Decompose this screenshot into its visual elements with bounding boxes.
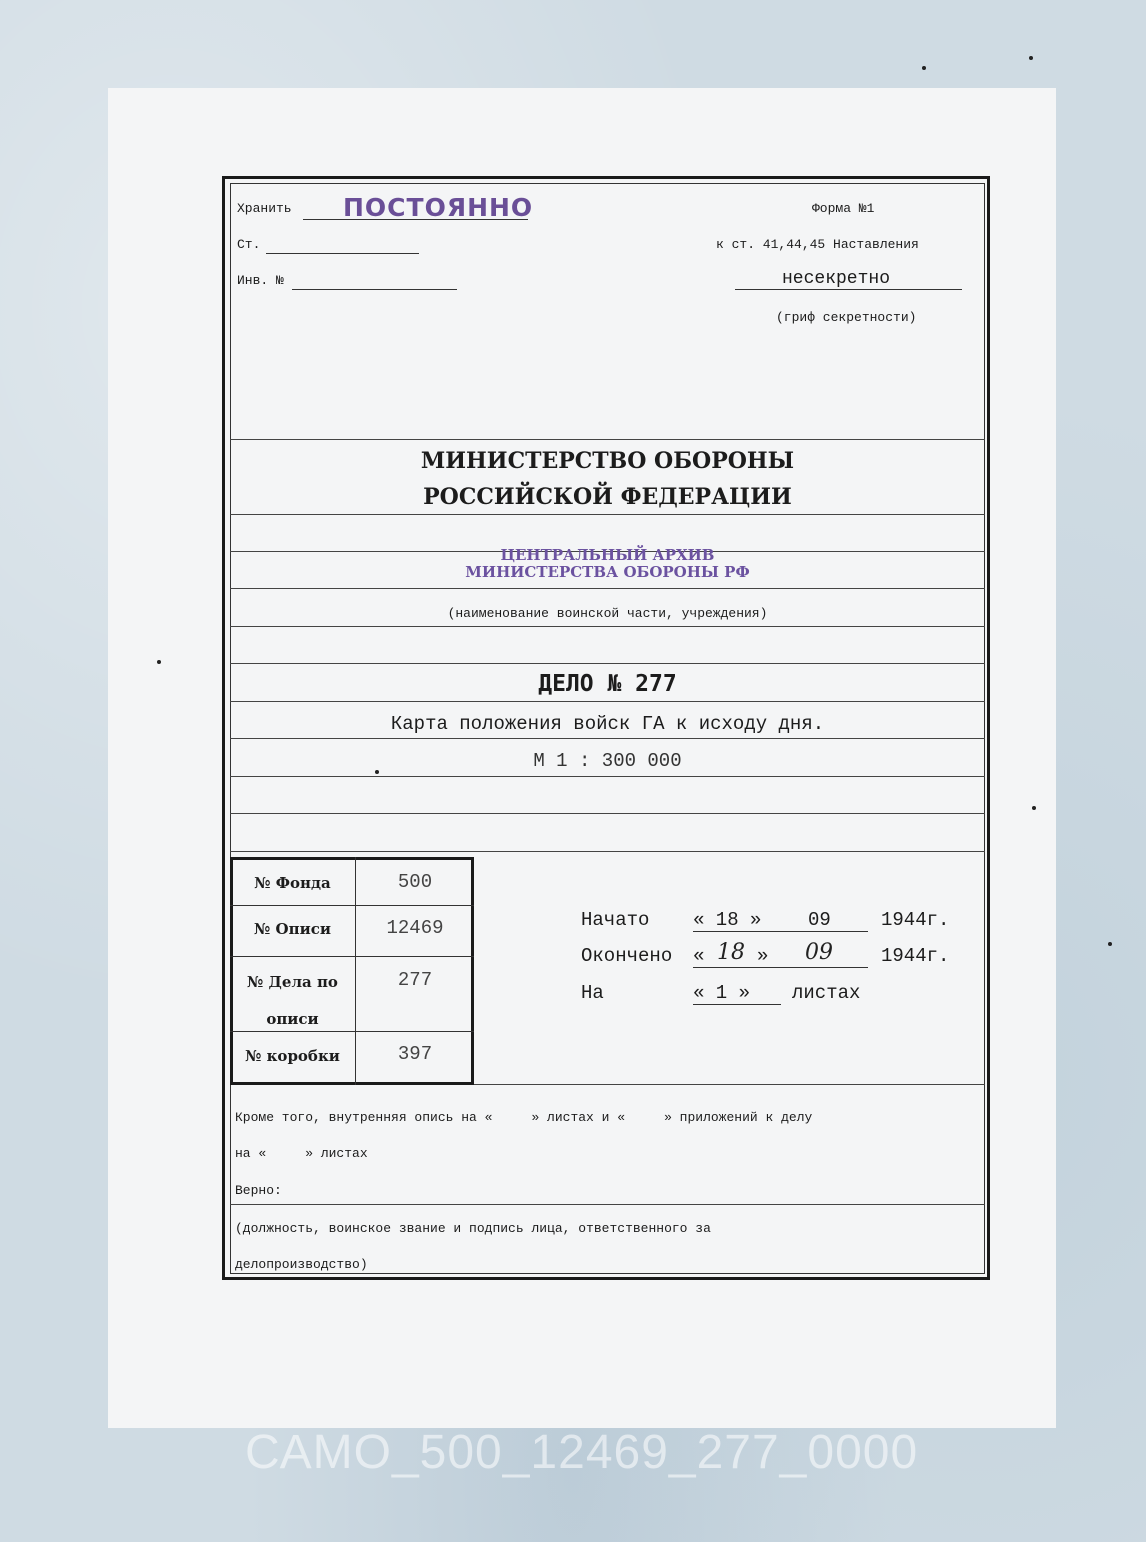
form-number: Форма №1 bbox=[812, 201, 875, 216]
rule-line bbox=[230, 588, 985, 589]
ended-underline bbox=[693, 967, 868, 968]
ended-day: 18 bbox=[717, 940, 745, 965]
box-label: № коробки bbox=[245, 1047, 340, 1065]
form-reference: к ст. 41,44,45 Наставления bbox=[716, 237, 919, 252]
dust-speck bbox=[1029, 56, 1033, 60]
ministry-line-2: РОССИЙСКОЙ ФЕДЕРАЦИИ bbox=[423, 484, 792, 510]
box-value: 397 bbox=[397, 1043, 433, 1065]
fond-label: № Фонда bbox=[254, 874, 331, 892]
fond-value: 500 bbox=[397, 871, 433, 893]
sheets-underline bbox=[693, 1004, 781, 1005]
delo-label-line-2: описи bbox=[266, 1010, 319, 1028]
archive-stamp-line-2: МИНИСТЕРСТВА ОБОРОНЫ РФ bbox=[465, 563, 750, 581]
rule-line bbox=[230, 1204, 985, 1205]
secrecy-value: несекретно bbox=[782, 269, 891, 289]
rule-line bbox=[230, 776, 985, 777]
keep-label: Хранить bbox=[237, 201, 292, 216]
case-description: Карта положения войск ГА к исходу дня. bbox=[390, 713, 825, 735]
article-underline bbox=[266, 253, 419, 254]
sheets-count: « 1 » bbox=[693, 982, 751, 1004]
rule-line bbox=[230, 701, 985, 702]
responsible-caption-2: делопроизводство) bbox=[235, 1257, 368, 1272]
archive-stamp bbox=[230, 547, 985, 581]
article-label: Ст. bbox=[237, 237, 261, 252]
rule-line bbox=[230, 626, 985, 627]
opis-value: 12469 bbox=[386, 917, 444, 939]
dust-speck bbox=[1032, 806, 1036, 810]
archive-stamp-line-1: ЦЕНТРАЛЬНЫЙ АРХИВ bbox=[500, 546, 715, 564]
inventory-label: Инв. № bbox=[237, 273, 284, 288]
started-day: « 18 » bbox=[693, 909, 762, 931]
inner-inventory-line: Кроме того, внутренняя опись на « » листах и « » приложений к делу bbox=[235, 1110, 813, 1125]
inventory-underline bbox=[292, 289, 457, 290]
ended-quote-open: « bbox=[693, 945, 705, 967]
sheets-suffix: листах bbox=[792, 982, 861, 1004]
rule-line bbox=[230, 738, 985, 739]
ended-label: Окончено bbox=[581, 945, 673, 967]
case-title: ДЕЛО № 277 bbox=[538, 671, 677, 697]
case-scale: М 1 : 300 000 bbox=[533, 750, 682, 772]
scan-watermark: САМО_500_12469_277_0000 bbox=[245, 1426, 919, 1479]
dust-speck bbox=[1108, 942, 1112, 946]
index-table-rule bbox=[230, 905, 474, 906]
rule-line bbox=[230, 813, 985, 814]
rule-line bbox=[230, 439, 985, 440]
secrecy-underline bbox=[735, 289, 962, 290]
index-table-rule bbox=[230, 1031, 474, 1032]
permanent-stamp: ПОСТОЯННО bbox=[343, 193, 534, 222]
ministry-line-1: МИНИСТЕРСТВО ОБОРОНЫ bbox=[420, 448, 795, 474]
started-year: 1944г. bbox=[881, 909, 950, 931]
started-underline bbox=[693, 931, 868, 932]
ended-month: 09 bbox=[805, 940, 833, 965]
delo-value: 277 bbox=[397, 969, 433, 991]
ended-year: 1944г. bbox=[881, 945, 950, 967]
delo-label-line-1: № Дела по bbox=[247, 973, 338, 991]
rule-line bbox=[230, 514, 985, 515]
verified-label: Верно: bbox=[235, 1183, 282, 1198]
sheets-label: На bbox=[581, 982, 604, 1004]
ended-quote-close: » bbox=[757, 945, 769, 967]
opis-label: № Описи bbox=[254, 920, 331, 938]
rule-line bbox=[230, 663, 985, 664]
rule-line bbox=[230, 851, 985, 852]
dust-speck bbox=[157, 660, 161, 664]
started-month: 09 bbox=[808, 909, 831, 931]
dust-speck bbox=[922, 66, 926, 70]
unit-caption: (наименование воинской части, учреждения) bbox=[447, 606, 768, 621]
index-table-rule bbox=[230, 956, 474, 957]
secrecy-caption: (гриф секретности) bbox=[776, 310, 917, 325]
dust-speck bbox=[375, 770, 379, 774]
responsible-caption-1: (должность, воинское звание и подпись лица, ответственного за bbox=[235, 1221, 711, 1236]
inner-inventory-line-2: на « » листах bbox=[235, 1146, 368, 1161]
started-label: Начато bbox=[581, 909, 650, 931]
